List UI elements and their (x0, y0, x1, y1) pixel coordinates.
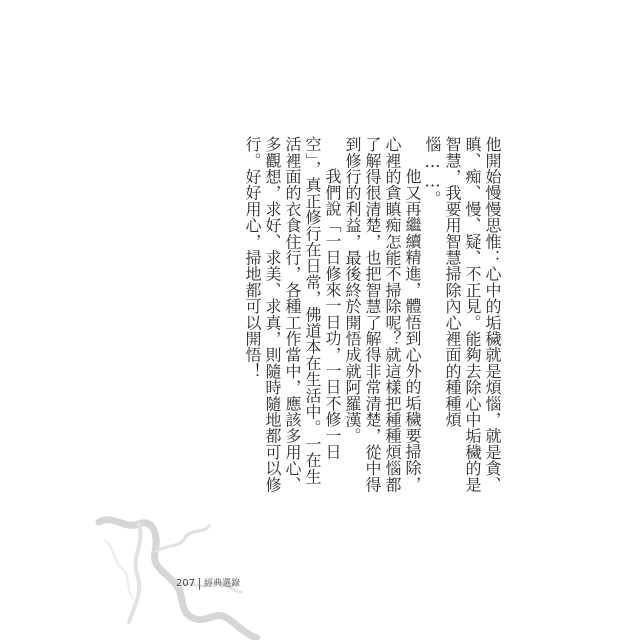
vertical-text-body (242, 136, 502, 496)
ink-stroke-branch-2 (155, 526, 209, 552)
ink-wash-decoration (95, 500, 260, 640)
page-number: 207 (176, 578, 196, 589)
paragraph-2: 他又再繼續精進，體悟到心外的垢穢要掃除，心裡的貪瞋痴怎能不掃除呢？就這樣把種種煩惱都了解得很清楚，也把智慧了解得非常清楚，從中得到修行的利益，最後終於開悟成就阿羅漢。 (343, 136, 422, 493)
footer-divider (199, 578, 200, 590)
section-title: 經典選錄 (204, 579, 241, 589)
ink-stroke-branch-1 (129, 524, 141, 622)
paragraph-3: 我們說「一日修來一日功，一日不修一日空」，真正修行在日常，佛道本在生活中。一在生活裡面的衣食住行，各種工作當中，應該多用心、多觀想，求好、求美、求真，則隨時隨地都可以修行。好好用心，掃地都可以開悟！ (243, 136, 342, 493)
page-footer (176, 577, 240, 591)
ink-stroke-fine (105, 540, 133, 598)
paragraph-1: 他開始慢慢思惟：心中的垢穢就是煩惱，就是貪、瞋、痴、慢、疑、不正見。能夠去除心中垢穢的是智慧，我要用智慧掃除內心裡面的種種煩惱……。 (423, 136, 502, 493)
